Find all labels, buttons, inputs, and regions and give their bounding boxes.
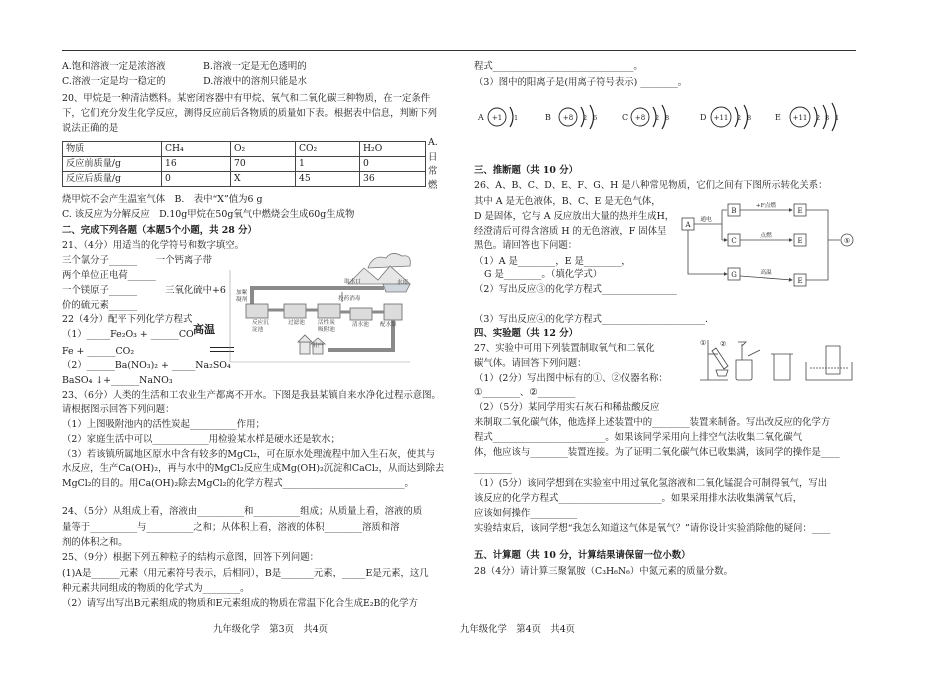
option-line: C.溶液一定是均一稳定的 D.溶液中的溶剂只能是水 xyxy=(62,76,307,87)
question-line: （1）A 是________，E 是________， xyxy=(474,256,631,267)
diagram-label: 过滤池 xyxy=(288,320,305,326)
question-line: 来制取二氧化碳气体，他选择上述装置中的________装置来制备。写出改反应的化学方 xyxy=(474,417,831,428)
section-heading: 二、完成下列各题（本题5个小题，共 28 分） xyxy=(62,225,257,236)
question-line: 其中 A 是无色液体，B、C、E 是无色气体， xyxy=(474,196,661,207)
table-cell: 70 xyxy=(231,157,296,172)
question-line: D 是固体，它与 A 反应放出大量的热并生成H， xyxy=(474,211,675,222)
lab-apparatus-figure xyxy=(698,336,858,384)
question-line: ________ xyxy=(474,463,512,474)
section-heading: 四、实验题（共 12 分） xyxy=(474,328,578,339)
question-line: （1）(2分）写出图中标有的①、②仪器名称： xyxy=(474,373,668,384)
table-cell: 1 xyxy=(296,157,360,172)
question-line: 27、实验中可用下列装置制取氧气和二氧化 xyxy=(474,343,655,354)
table-cell: X xyxy=(231,172,296,187)
table-cell: O₂ xyxy=(231,142,296,157)
question-line: 22（4分）配平下列化学方程式 xyxy=(62,314,193,325)
atom-label: D xyxy=(700,113,707,122)
equation-line: （1）_____Fe₂O₃ + ______CO xyxy=(62,329,194,340)
question-line: 一个镁原子______ 三氧化硫中+6 xyxy=(62,285,226,296)
transformation-flow-diagram xyxy=(678,198,864,302)
question-line: 水反应，生产Ca(OH)₂，再与水中的MgCl₂反应生成Mg(OH)₂沉淀和CaCl₂，从而达到除去 xyxy=(62,463,445,474)
question-line: （2）（5分）某同学用实石灰石和稀盐酸反应 xyxy=(474,402,660,413)
question-line: 20、甲烷是一种清洁燃料。某密闭容器中有甲烷、氧气和二氧化碳三种物质，在一定条件 xyxy=(62,93,431,104)
shell-electrons: 2 xyxy=(816,114,821,122)
page-footer: 九年级化学 第4页 共4页 xyxy=(460,624,576,635)
shell-electrons: 2 xyxy=(737,114,742,122)
table-cell: 16 xyxy=(162,157,231,172)
shell-electrons: 8 xyxy=(825,114,830,122)
page-footer: 九年级化学 第3页 共4页 xyxy=(213,624,329,635)
table-cell: CO₂ xyxy=(296,142,360,157)
option-line: A.饱和溶液一定是浓溶液 B.溶液一定是无色透明的 xyxy=(62,61,307,72)
flow-step-marker: ⑤ xyxy=(843,237,851,245)
question-line: 程式______________________________。 xyxy=(474,61,643,72)
atom-nucleus: +1 xyxy=(491,114,503,122)
table-cell: H₂O xyxy=(360,142,426,157)
flow-node: E xyxy=(797,277,803,285)
apparatus-label: ① xyxy=(700,339,707,347)
question-line: G 是________。（填化学式） xyxy=(484,269,603,280)
shell-electrons: 1 xyxy=(835,114,840,122)
section-heading: 三、推断题（共 10 分） xyxy=(474,165,578,176)
table-cell: 0 xyxy=(162,172,231,187)
question-line: 实验结束后，该同学想“我怎么知道这气体是氧气？”请你设计实验消除他的疑问：____ xyxy=(474,523,831,534)
shell-electrons: 2 xyxy=(655,114,660,122)
question-line: 21、（4分）用适当的化学符号和数字填空。 xyxy=(62,240,244,251)
side-note-char: 常 xyxy=(428,166,438,177)
atom-nucleus: +11 xyxy=(713,114,729,122)
side-note-char: A. xyxy=(428,137,438,148)
flow-node: A xyxy=(685,221,691,229)
diagram-label: 加絮凝剂 xyxy=(236,290,248,303)
table-cell: CH₄ xyxy=(162,142,231,157)
flow-condition: 点燃 xyxy=(760,233,772,239)
question-line: 量等于__________与__________之和；从体积上看，溶液的体积________溶质和溶 xyxy=(62,522,400,533)
flow-node: C xyxy=(731,237,737,245)
mass-table xyxy=(62,141,426,187)
table-header-row xyxy=(63,142,426,157)
equation-line: （2）______Ba(NO₃)₂ + _____Na₂SO₄ xyxy=(62,360,231,371)
question-line: （3）图中的阳离子是(用离子符号表示) ________。 xyxy=(474,77,688,88)
diagram-label: 配水泵 xyxy=(380,322,397,328)
question-line: 24、（5分）从组成上看，溶液由__________和__________组成；从质量上看，溶液的质 xyxy=(62,506,423,517)
flow-node: E xyxy=(797,237,803,245)
question-line: 种元素共同组成的物质的化学式为________。 xyxy=(62,583,250,594)
reaction-condition: 高温 xyxy=(193,323,215,336)
shell-electrons: 1 xyxy=(514,114,519,122)
question-line: 价的硫元素______ xyxy=(62,300,138,311)
equation-line: BaSO₄ ↓+______NaNO₃ xyxy=(62,375,173,386)
atom-nucleus: +11 xyxy=(792,114,808,122)
option-line: C. 该反应为分解反应 D.10g甲烷在50g氧气中燃烧会生成60g生成物 xyxy=(62,209,355,220)
flow-condition: +F点燃 xyxy=(755,203,777,209)
question-line: 该反应的化学方程式______________________。如果采用排水法收集满氧气后， xyxy=(474,493,803,504)
table-cell: 物质 xyxy=(63,142,162,157)
question-line: ①________、②________ xyxy=(474,387,576,398)
table-cell: 反应前质量/g xyxy=(63,157,162,172)
diagram-label: 反应沉淀池 xyxy=(252,320,269,333)
question-line: 碳气体。请回答下列问题： xyxy=(474,358,587,369)
table-row xyxy=(63,157,426,172)
question-line: （2）请写出写出B元素组成的物质和E元素组成的物质在常温下化合生成E₂B的化学方 xyxy=(62,598,418,609)
flow-condition: 高温 xyxy=(760,270,772,276)
question-line: MgCl₂的目的。用Ca(OH)₂除去MgCl₂的化学方程式__________________________。 xyxy=(62,478,414,489)
question-line: 请根据图示回答下列问题： xyxy=(62,404,175,415)
flow-node: B xyxy=(731,207,737,215)
table-cell: 反应后质量/g xyxy=(63,172,162,187)
shell-electrons: 6 xyxy=(593,114,598,122)
atom-label: E xyxy=(775,113,781,122)
shell-electrons: 8 xyxy=(747,114,752,122)
table-cell: 45 xyxy=(296,172,360,187)
question-line: （1）上图吸附池内的活性炭起__________作用； xyxy=(62,419,265,430)
header-rule xyxy=(62,50,856,51)
shell-electrons: 2 xyxy=(583,114,588,122)
diagram-label: 用户 xyxy=(312,343,324,349)
flow-node: G xyxy=(731,271,737,279)
question-line: （3）若该镇所属地区原水中含有较多的MgCl₂，可在原水处理流程中加入生石灰，使其与 xyxy=(62,449,435,460)
table-cell: 0 xyxy=(360,157,426,172)
question-line: 体，他应该与________装置连接。为了证明二氧化碳气体已收集满，该同学的操作是____ xyxy=(474,447,840,458)
diagram-label: 水库 xyxy=(397,280,409,286)
question-line: 三个氯分子______ 一个钙离子带 xyxy=(62,255,213,266)
question-line: 23、（6分）人类的生活和工农业生产都离不开水。下图是我县某镇自来水净化过程示意图。 xyxy=(62,390,441,401)
question-line: 25、（9分）根据下列五种粒子的结构示意图，回答下列问题： xyxy=(62,552,319,563)
water-purification-diagram xyxy=(228,250,413,368)
question-line: （3）写出反应④的化学方程式______________________. xyxy=(474,314,708,325)
question-line: 应该如何操作__________ xyxy=(474,508,578,519)
question-line: 黑色。请回答也下问题： xyxy=(474,240,578,251)
question-line: (1)A是______元素（用元素符号表示，后相同），B是_______元素，_____E是元素，这几 xyxy=(62,568,429,579)
diagram-label: 清水池 xyxy=(352,322,369,328)
diagram-label: 投药消毒 xyxy=(338,296,361,302)
table-row xyxy=(63,172,426,187)
diagram-label: 活性炭吸附池 xyxy=(318,320,335,333)
side-note-char: 燃 xyxy=(428,180,438,191)
question-line: 程式________________________。如果该同学采用向上排空气法收集二氧化碳气 xyxy=(474,432,803,443)
atom-label: A xyxy=(478,113,484,122)
question-line: 经澄清后可得含溶质 H 的无色溶液，F 固体呈 xyxy=(474,226,667,237)
question-line: 28（4分）请计算三聚氰胺（C₃H₆N₆）中氮元素的质量分数。 xyxy=(474,566,733,577)
atom-nucleus: +8 xyxy=(634,114,646,122)
question-line: （2）写出反应③的化学方程式________________ xyxy=(474,284,677,295)
section-heading: 五、计算题（共 10 分，计算结果请保留一位小数） xyxy=(474,550,691,561)
shell-electrons: 8 xyxy=(665,114,670,122)
question-line: 两个单位正电荷______ xyxy=(62,270,156,281)
flow-node: E xyxy=(797,207,803,215)
particle-structure-diagrams xyxy=(474,100,854,136)
question-line: 下，它们充分发生化学反应，测得反应前后各物质的质量如下表。根据表中信息，判断下列 xyxy=(62,108,438,119)
option-line: 烧甲烷不会产生温室气体 B. 表中“X”值为6 g xyxy=(62,194,263,205)
question-line: （2）家庭生活中可以____________用检验某水样是硬水还是软水； xyxy=(62,434,340,445)
flow-condition: 通电 xyxy=(700,217,712,223)
question-line: 26、A、B、C、D、E、F、G、H 是八种常见物质，它们之间有下图所示转化关系： xyxy=(474,180,828,191)
table-cell: 36 xyxy=(360,172,426,187)
question-line: 说法正确的是 xyxy=(62,123,119,134)
atom-label: C xyxy=(622,113,629,122)
apparatus-label: ② xyxy=(720,340,727,348)
equation-line: Fe + ______CO₂ xyxy=(62,346,135,357)
diagram-label: 取水口 xyxy=(344,279,361,285)
question-line: 剂的体积之和。 xyxy=(62,537,128,548)
question-line: （1）(5分）该同学想到在实验室中用过氧化氢溶液和二氧化锰混合可制得氧气，写出 xyxy=(474,478,828,489)
atom-nucleus: +8 xyxy=(562,114,574,122)
side-note-char: 日 xyxy=(428,152,438,163)
atom-label: B xyxy=(545,113,551,122)
